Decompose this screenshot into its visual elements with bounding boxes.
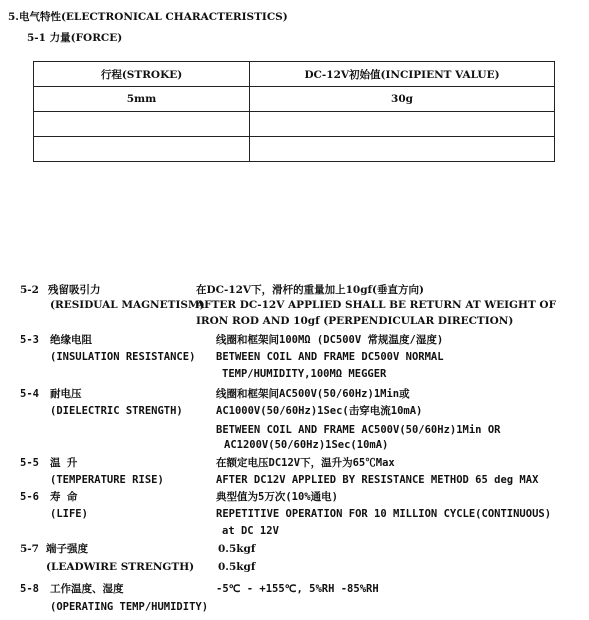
spec-5-4-line: AC1000V(50/60Hz)1Sec(击穿电流10mA) (216, 405, 423, 417)
spec-5-2-line: IRON ROD AND 10gf (PERPENDICULAR DIRECTION) (196, 315, 514, 327)
force-table-cell (34, 112, 250, 137)
spec-5-2-title-cn: 残留吸引力 (48, 284, 101, 296)
spec-5-2-number: 5-2 (20, 284, 39, 296)
spec-5-7-title-cn: 端子强度 (46, 543, 88, 555)
spec-5-6-line: 典型值为5万次(10%通电) (216, 491, 338, 503)
spec-5-3-line: BETWEEN COIL AND FRAME DC500V NORMAL (216, 351, 444, 363)
spec-5-4-title-cn: 耐电压 (50, 388, 82, 400)
spec-5-5-title-cn: 温 升 (50, 457, 78, 469)
force-table-row (34, 112, 555, 137)
spec-5-5-title-en: (TEMPERATURE RISE) (50, 474, 164, 486)
force-table-cell (34, 137, 250, 162)
spec-5-5-number: 5-5 (20, 457, 39, 469)
spec-5-2-line: AFTER DC-12V APPLIED SHALL BE RETURN AT WEIGHT OF (196, 299, 557, 311)
spec-5-8-line: -5℃ - +155℃, 5%RH -85%RH (216, 583, 379, 595)
spec-5-8-number: 5-8 (20, 583, 39, 595)
spec-5-6-title-en: (LIFE) (50, 508, 88, 520)
section-heading: 5.电气特性(ELECTRONICAL CHARACTERISTICS) (8, 11, 288, 23)
force-table-cell (250, 112, 555, 137)
force-table-header-incipient: DC-12V初始值(INCIPIENT VALUE) (250, 62, 555, 87)
spec-5-7-line: 0.5kgf (218, 543, 256, 555)
spec-5-3-line: 线圈和框架间100MΩ (DC500V 常规温度/湿度) (216, 334, 444, 346)
spec-5-6-line: REPETITIVE OPERATION FOR 10 MILLION CYCLE(CONTINUOUS) (216, 508, 552, 520)
spec-5-7-title-en: (LEADWIRE STRENGTH) (46, 561, 195, 573)
force-table-header-row (34, 62, 555, 87)
force-table-cell: 5mm (34, 87, 250, 112)
spec-5-6-line: at DC 12V (222, 525, 279, 537)
spec-5-2-line: 在DC-12V下，滑杆的重量加上10gf(垂直方向) (196, 284, 424, 296)
force-table-row (34, 137, 555, 162)
spec-5-2-title-en: (RESIDUAL MAGNETISM) (50, 299, 205, 311)
force-subheading: 5-1 力量(FORCE) (27, 32, 123, 44)
spec-5-3-line: TEMP/HUMIDITY,100MΩ MEGGER (222, 368, 387, 380)
spec-5-3-number: 5-3 (20, 334, 39, 346)
spec-5-3-title-en: (INSULATION RESISTANCE) (50, 351, 196, 363)
spec-5-4-line: AC1200V(50/60Hz)1Sec(10mA) (224, 439, 389, 451)
force-table-cell: 30g (250, 87, 555, 112)
force-table-cell (250, 137, 555, 162)
spec-5-5-line: 在额定电压DC12V下，温升为65℃Max (216, 457, 395, 469)
spec-5-4-title-en: (DIELECTRIC STRENGTH) (50, 405, 183, 417)
spec-5-6-title-cn: 寿 命 (50, 491, 78, 503)
spec-5-7-number: 5-7 (20, 543, 39, 555)
spec-5-4-line: BETWEEN COIL AND FRAME AC500V(50/60Hz)1Min OR (216, 424, 501, 436)
spec-5-4-number: 5-4 (20, 388, 39, 400)
spec-5-7-line: 0.5kgf (218, 561, 256, 573)
spec-5-4-line: 线圈和框架间AC500V(50/60Hz)1Min或 (216, 388, 410, 400)
force-table-header-stroke: 行程(STROKE) (34, 62, 250, 87)
spec-5-6-number: 5-6 (20, 491, 39, 503)
spec-5-5-line: AFTER DC12V APPLIED BY RESISTANCE METHOD 65 deg MAX (216, 474, 539, 486)
spec-5-8-title-en: (OPERATING TEMP/HUMIDITY) (50, 601, 209, 613)
spec-5-3-title-cn: 绝缘电阻 (50, 334, 92, 346)
force-table-row (34, 87, 555, 112)
spec-5-8-title-cn: 工作温度、湿度 (50, 583, 124, 595)
force-table (33, 61, 555, 162)
